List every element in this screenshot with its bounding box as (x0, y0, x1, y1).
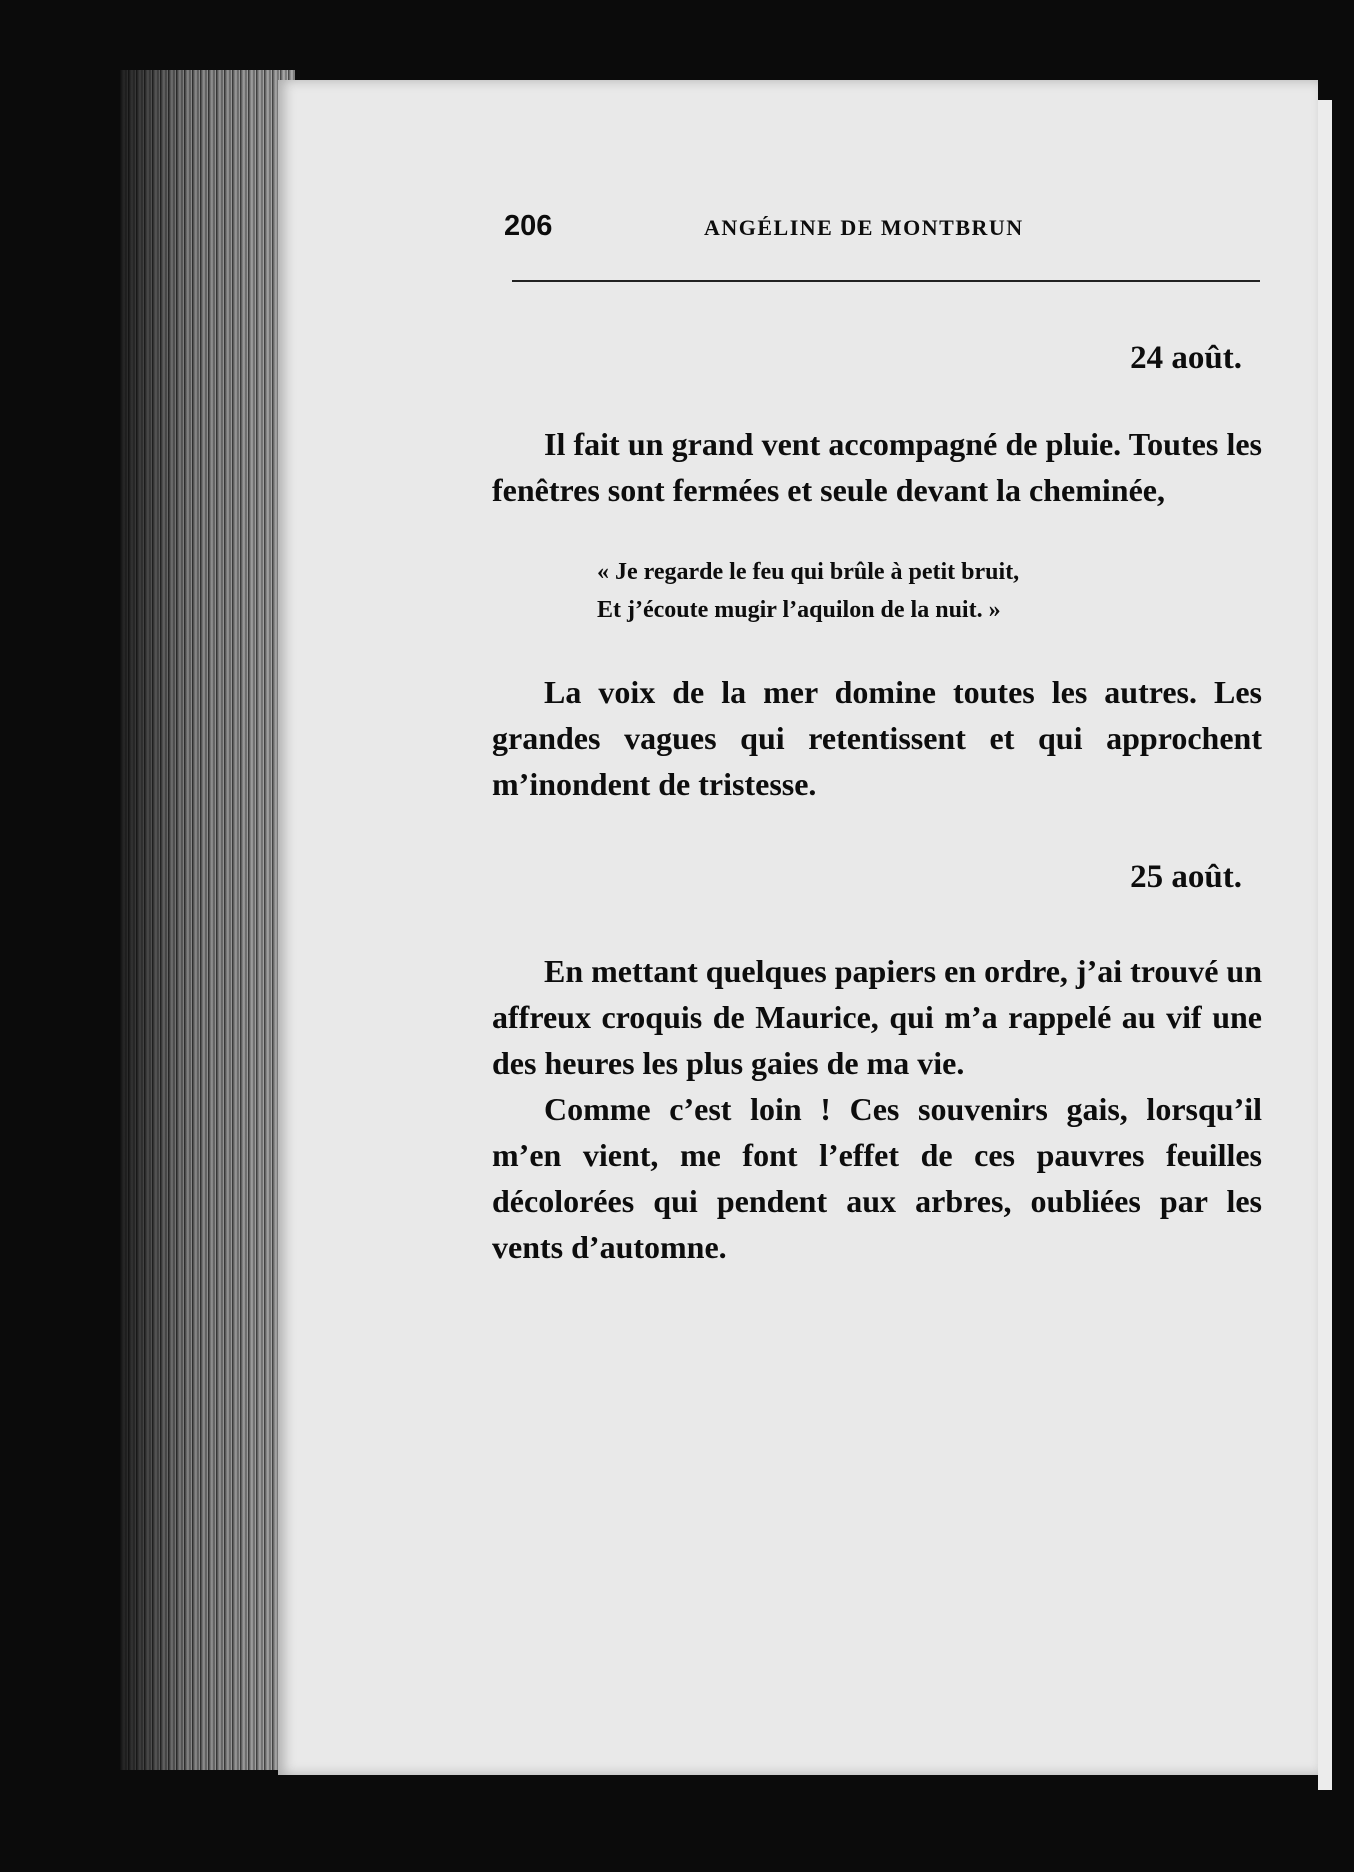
page-content (492, 210, 1262, 1270)
page-right-edge (1318, 100, 1332, 1790)
verse-line: « Je regarde le feu qui brûle à petit bruit, (597, 559, 1020, 585)
verse-quote (597, 553, 1262, 629)
entry-paragraph: Comme c’est loin ! Ces souvenirs gais, lorsqu’il m’en vient, me font l’effet de ces pauvres feuilles décolorées qui pendent aux arbres, oubliées par les vents d’automne. (492, 1091, 1262, 1265)
book-page-edges (120, 70, 295, 1770)
entry-date: 24 août. (1130, 340, 1242, 376)
running-header (492, 210, 1262, 260)
entry-paragraph: En mettant quelques papiers en ordre, j’ai trouvé un affreux croquis de Maurice, qui m’a rappelé au vif une des heures les plus gaies de ma vie. (492, 953, 1262, 1081)
running-title: ANGÉLINE DE MONTBRUN (704, 215, 1024, 240)
entry-paragraph: Il fait un grand vent accompagné de pluie. Toutes les fenêtres sont fermées et seule devant la cheminée, (492, 426, 1262, 508)
verse-line: Et j’écoute mugir l’aquilon de la nuit. » (597, 597, 1001, 623)
entry-date: 25 août. (1130, 859, 1242, 895)
header-rule (512, 280, 1260, 282)
entry-paragraph: La voix de la mer domine toutes les autres. Les grandes vagues qui retentissent et qui approchent m’inondent de tristesse. (492, 674, 1262, 802)
page-number: 206 (504, 210, 553, 242)
